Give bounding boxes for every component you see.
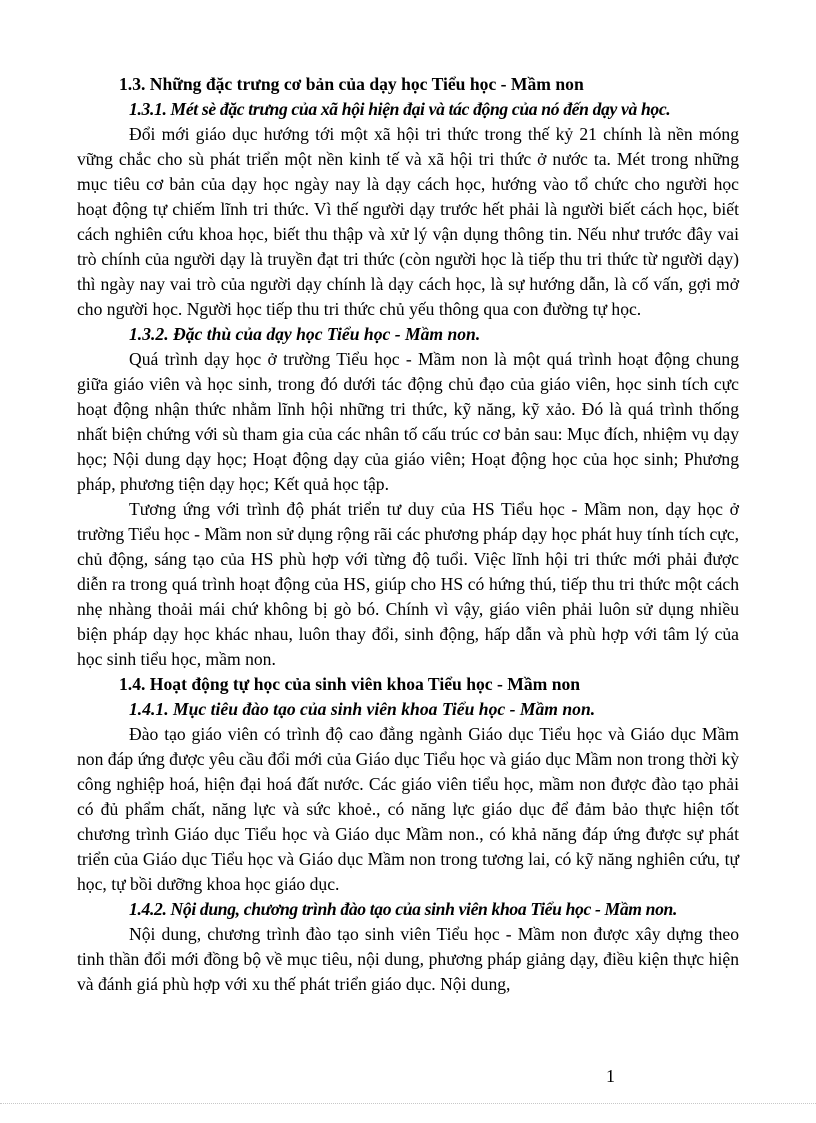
section-1-4-1-heading: 1.4.1. Mục tiêu đào tạo của sinh viên khoa Tiểu học - Mầm non.: [129, 699, 596, 719]
section-1-3-2-paragraph-1: Quá trình dạy học ở trường Tiểu học - Mầm non là một quá trình hoạt động chung giữa giáo viên và học sinh, trong đó dưới tác động chủ đạo của giáo viên, học sinh tích cực hoạt động nhận thức nhằm lĩnh hội những tri thức, kỹ năng, kỹ xảo. Đó là quá trình thống nhất biện chứng với sù tham gia của các nhân tố cấu trúc cơ bản sau: Mục đích, nhiệm vụ dạy học; Nội dung dạy học; Hoạt động dạy của giáo viên; Hoạt động học của học sinh; Phương pháp, phương tiện dạy học; Kết quả học tập.: [77, 349, 739, 494]
section-1-4-2-paragraph: Nội dung, chương trình đào tạo sinh viên Tiểu học - Mầm non được xây dựng theo tinh thần đổi mới đồng bộ về mục tiêu, nội dung, phương pháp giảng dạy, điều kiện thực hiện và đánh giá phù hợp với xu thế phát triển giáo dục. Nội dung,: [77, 924, 739, 994]
document-body: [77, 72, 739, 997]
section-1-4-heading: 1.4. Hoạt động tự học của sinh viên khoa Tiểu học - Mầm non: [119, 674, 581, 694]
section-1-3-1-heading: 1.3.1. Mét sè đặc trưng của xã hội hiện đại và tác động của nó đến dạy và học.: [129, 99, 671, 119]
section-1-3-2-paragraph-2: Tương ứng với trình độ phát triển tư duy của HS Tiểu học - Mầm non, dạy học ở trường Tiểu học - Mầm non sử dụng rộng rãi các phương pháp dạy học phát huy tính tích cực, chủ động, sáng tạo của HS phù hợp với từng độ tuổi. Việc lĩnh hội tri thức mới phải được diễn ra trong quá trình hoạt động của HS, giúp cho HS có hứng thú, tiếp thu tri thức một cách nhẹ nhàng thoải mái chứ không bị gò bó. Chính vì vậy, giáo viên phải luôn sử dụng nhiều biện pháp dạy học khác nhau, luôn thay đổi, sinh động, hấp dẫn và phù hợp với tâm lý của học sinh tiểu học, mầm non.: [77, 499, 739, 669]
footer-divider: [0, 1103, 816, 1104]
section-1-4-1-paragraph: Đào tạo giáo viên có trình độ cao đẳng ngành Giáo dục Tiểu học và Giáo dục Mầm non đáp ứng được yêu cầu đổi mới của Giáo dục Tiểu học và giáo dục Mầm non trong thời kỳ công nghiệp hoá, hiện đại hoá đất nước. Các giáo viên tiểu học, mầm non được đào tạo phải có đủ phẩm chất, năng lực và sức khoẻ., có năng lực giáo dục để đảm bảo thực hiện tốt chương trình Giáo dục Tiểu học và Giáo dục Mầm non., có khả năng đáp ứng được sự phát triển của Giáo dục Tiểu học và Giáo dục Mầm non trong tương lai, có kỹ năng nghiên cứu, tự học, tự bồi dưỡng khoa học giáo dục.: [77, 724, 739, 894]
section-1-3-2-heading: 1.3.2. Đặc thù của dạy học Tiểu học - Mầm non.: [129, 324, 481, 344]
section-1-4-2-heading: 1.4.2. Nội dung, chương trình đào tạo của sinh viên khoa Tiểu học - Mầm non.: [129, 899, 678, 919]
section-1-3-1-paragraph: Đổi mới giáo dục hướng tới một xã hội tri thức trong thế kỷ 21 chính là nền móng vững chắc cho sù phát triển một nền kinh tế và xã hội tri thức ở nước ta. Mét trong những mục tiêu cơ bản của dạy học ngày nay là dạy cách học, hướng vào tổ chức cho người học hoạt động tự chiếm lĩnh tri thức. Vì thế người dạy trước hết phải là người biết cách học, biết cách nghiên cứu khoa học, biết thu thập và xử lý vận dụng thông tin. Nếu như trước đây vai trò chính của người dạy là truyền đạt tri thức (còn người học là tiếp thu tri thức từ người dạy) thì ngày nay vai trò của người dạy chính là dạy cách học, là sự hướng dẫn, là cố vấn, gợi mở cho người học. Người học tiếp thu tri thức chủ yếu thông qua con đường tự học.: [77, 124, 739, 319]
page-number: 1: [606, 1066, 615, 1086]
section-1-3-heading: 1.3. Những đặc trưng cơ bản của dạy học Tiểu học - Mầm non: [119, 74, 584, 94]
